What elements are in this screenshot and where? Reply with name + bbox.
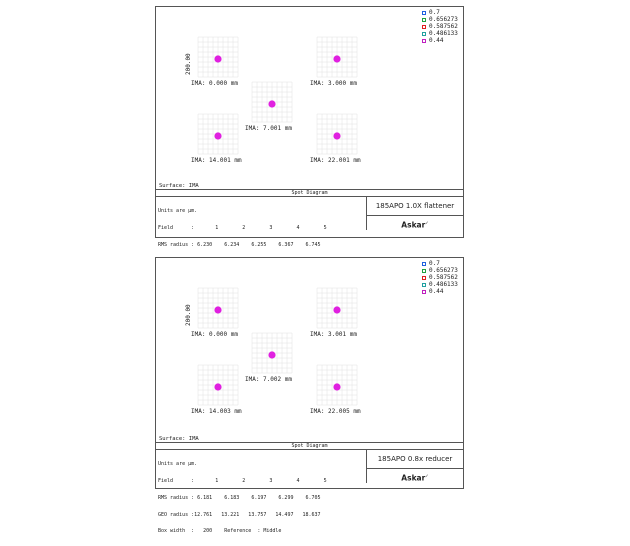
spot-dot [268, 351, 275, 358]
field-label: IMA: 14.001 mm [191, 157, 242, 164]
field-label: IMA: 14.003 mm [191, 408, 242, 415]
spot-box [191, 288, 238, 338]
wavelength-legend [422, 9, 462, 44]
spot-dot [268, 100, 275, 107]
info-line: Field : 1 2 3 4 5 [158, 477, 327, 484]
brand-logo: Askar✓ [401, 473, 429, 483]
wavelength-legend [422, 260, 462, 295]
spot-box [191, 37, 238, 87]
legend-marker-icon [422, 290, 426, 294]
legend-value: 0.44 [429, 37, 444, 44]
legend-marker-icon [422, 262, 426, 266]
legend-marker-icon [422, 276, 426, 280]
spot-box [310, 37, 357, 87]
surface-label: Surface: IMA [159, 436, 199, 442]
legend-item [422, 281, 462, 288]
panel-footer [156, 442, 463, 535]
field-label: IMA: 7.001 mm [245, 125, 292, 132]
legend-marker-icon [422, 283, 426, 287]
spot-box [191, 114, 242, 164]
legend-item [422, 16, 462, 23]
legend-value: 0.656273 [429, 16, 458, 23]
spot-box [245, 333, 292, 383]
legend-item [422, 274, 462, 281]
info-line: GEO radius :12.761 13.221 13.757 14.497 18.637 [158, 511, 321, 518]
spot-box [245, 82, 292, 132]
legend-value: 0.656273 [429, 267, 458, 274]
info-block [158, 451, 327, 546]
spot-dot [214, 132, 221, 139]
spot-dot [214, 383, 221, 390]
info-line: Units are µm. [158, 461, 198, 468]
legend-item [422, 267, 462, 274]
field-label: IMA: 7.002 mm [245, 376, 292, 383]
lens-title: 185APO 1.0X flattener [367, 197, 463, 216]
diagram-title: Spot Diagram [156, 190, 463, 197]
info-line: RMS radius : 6.181 6.183 6.197 6.299 6.705 [158, 494, 321, 501]
field-label: IMA: 0.000 mm [191, 331, 238, 338]
legend-value: 0.7 [429, 260, 440, 267]
field-label: IMA: 22.005 mm [310, 408, 361, 415]
spot-box [310, 365, 361, 415]
spot-diagram-panel-flattener [155, 6, 464, 248]
legend-item [422, 288, 462, 295]
info-line: Field : 1 2 3 4 5 [158, 224, 327, 231]
legend-item [422, 30, 462, 37]
legend-marker-icon [422, 269, 426, 273]
spot-dot [333, 55, 340, 62]
spot-dot [214, 55, 221, 62]
diagram-title: Spot Diagram [156, 443, 463, 450]
info-line: RMS radius : 6.230 6.234 6.255 6.367 6.745 [158, 241, 321, 248]
scale-label: 200.00 [185, 304, 192, 326]
info-line: Box width : 200 Reference : Middle [158, 528, 282, 535]
spot-dot [333, 132, 340, 139]
spot-dot [333, 306, 340, 313]
legend-value: 0.486133 [429, 30, 458, 37]
panel-footer [156, 189, 463, 248]
info-line: Units are µm. [158, 208, 198, 215]
brand-logo: Askar✓ [401, 220, 429, 230]
field-label: IMA: 3.000 mm [310, 80, 357, 87]
legend-value: 0.587562 [429, 23, 458, 30]
spot-box [310, 288, 357, 338]
spot-diagram-panel-reducer [155, 257, 464, 535]
legend-item [422, 260, 462, 267]
legend-marker-icon [422, 39, 426, 43]
spot-box [191, 365, 242, 415]
field-label: IMA: 3.001 mm [310, 331, 357, 338]
legend-marker-icon [422, 18, 426, 22]
legend-marker-icon [422, 32, 426, 36]
legend-marker-icon [422, 11, 426, 15]
legend-value: 0.44 [429, 288, 444, 295]
title-block [366, 197, 463, 230]
lens-title: 185APO 0.8x reducer [367, 450, 463, 469]
legend-item [422, 9, 462, 16]
legend-value: 0.486133 [429, 281, 458, 288]
spot-dot [333, 383, 340, 390]
field-label: IMA: 22.001 mm [310, 157, 361, 164]
scale-label: 200.00 [185, 53, 192, 75]
legend-marker-icon [422, 25, 426, 29]
legend-value: 0.587562 [429, 274, 458, 281]
title-block [366, 450, 463, 483]
legend-item [422, 37, 462, 44]
surface-label: Surface: IMA [159, 183, 199, 189]
spot-dot [214, 306, 221, 313]
legend-item [422, 23, 462, 30]
spot-box [310, 114, 361, 164]
legend-value: 0.7 [429, 9, 440, 16]
field-label: IMA: 0.000 mm [191, 80, 238, 87]
